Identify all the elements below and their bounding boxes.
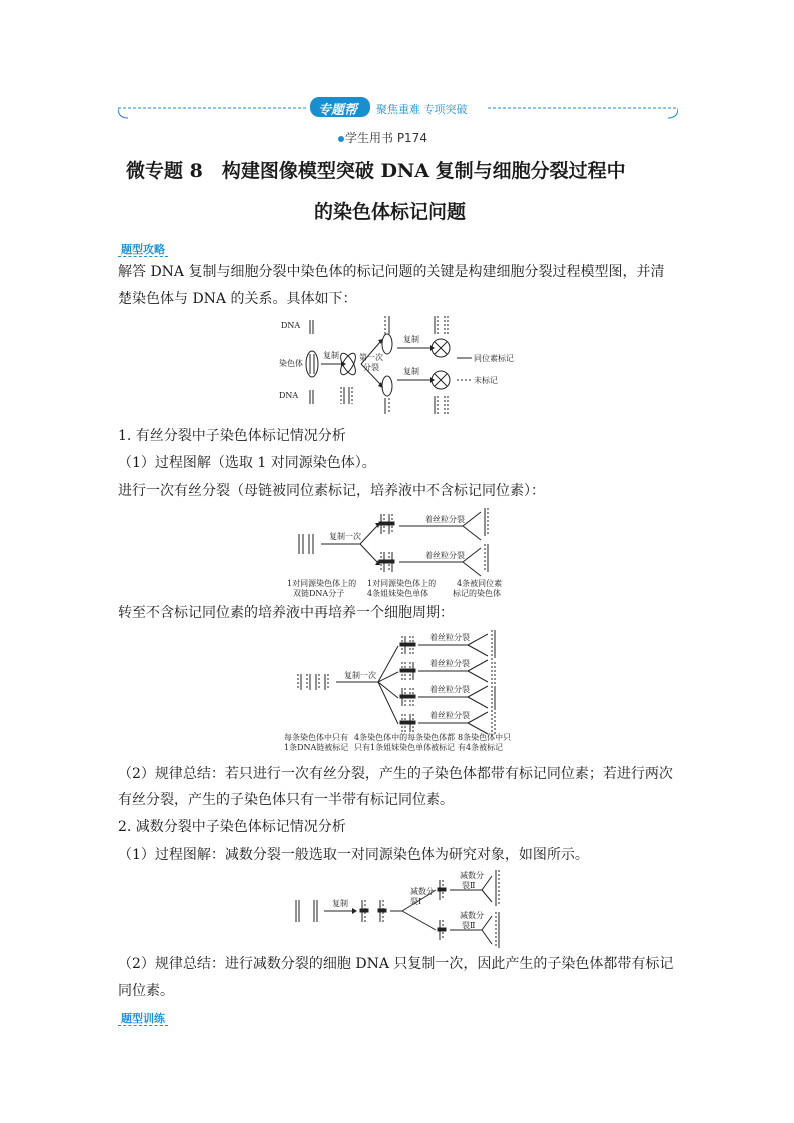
fig3-split-2: 着丝粒分裂: [430, 659, 470, 668]
mitosis-p2: 进行一次有丝分裂（母链被同位素标记，培养液中不含标记同位素）：: [118, 483, 545, 499]
fig3-split-3: 着丝粒分裂: [430, 685, 470, 694]
header-banner: [118, 94, 678, 124]
fig2-cap2-l2: 4条姐妹染色单体: [367, 589, 429, 598]
fig3-cap1-l2: 1条DNA链被标记: [284, 743, 349, 752]
fig4-mei2a-l1: 减数分: [460, 871, 484, 880]
fig3-split-4: 着丝粒分裂: [430, 711, 470, 720]
figure-one-mitosis: [285, 506, 525, 602]
figure-chromosome-dna-model: [275, 312, 535, 418]
fig2-split-top: 着丝粒分裂: [425, 515, 465, 524]
fig3-cap2-l2: 只有1条姐妹染色单体被标记: [354, 743, 456, 752]
intro-line1: 解答 DNA 复制与细胞分裂中染色体的标记问题的关键是构建细胞分裂过程模型图，并清: [118, 264, 665, 280]
fig2-cap1-l2: 双链DNA分子: [293, 589, 345, 598]
fig2-cap3-l2: 标记的染色体: [453, 589, 501, 598]
fig1-replicate2: 复制: [403, 335, 419, 344]
fig2-cap3-l1: 4条被同位素: [457, 579, 503, 588]
mitosis-heading: 1. 有丝分裂中子染色体标记情况分析: [118, 428, 346, 444]
ref-text: 学生用书 P174: [345, 131, 427, 145]
mitosis-p3: 转至不含标记同位素的培养液中再培养一个细胞周期：: [118, 605, 454, 621]
ref-dot-icon: [338, 136, 344, 142]
section-tag-training-label: 题型训练: [118, 1012, 168, 1026]
fig4-mei1-l1: 减数分: [410, 887, 434, 896]
page-title-line2: 的染色体标记问题: [314, 201, 467, 223]
figure-meiosis: [290, 868, 510, 950]
section-tag-strategy: [118, 238, 168, 257]
mitosis-p1: （1）过程图解（选取 1 对同源染色体）。: [118, 455, 376, 471]
meiosis-summary-line1: （2）规律总结：进行减数分裂的细胞 DNA 只复制一次，因此产生的子染色体都带有标记: [118, 956, 674, 972]
page-title-line1: 微专题 8 构建图像模型突破 DNA 复制与细胞分裂过程中: [126, 160, 626, 182]
meiosis-summary-line2: 同位素。: [118, 983, 174, 999]
mitosis-summary-line1: （2）规律总结：若只进行一次有丝分裂，产生的子染色体都带有标记同位素；若进行两次: [118, 766, 673, 782]
section-tag-label: 题型攻略: [118, 243, 168, 257]
fig3-cap3-l1: 8条染色体中只: [458, 733, 512, 742]
fig3-replicate-once: 复制一次: [344, 671, 376, 680]
fig3-cap3-l2: 有4条被标记: [458, 743, 504, 752]
fig1-chromosome: 染色体: [279, 359, 303, 368]
fig1-dna-bottom: DNA: [279, 391, 299, 400]
figure-second-mitosis: [282, 628, 522, 754]
intro-line2: 楚染色体与 DNA 的关系。具体如下：: [118, 291, 357, 307]
meiosis-p1: （1）过程图解：减数分裂一般选取一对同源染色体为研究对象，如图所示。: [118, 847, 589, 863]
meiosis-heading: 2. 减数分裂中子染色体标记情况分析: [118, 819, 346, 835]
fig2-cap1-l1: 1对同源染色体上的: [287, 579, 357, 588]
fig2-replicate-once: 复制一次: [329, 532, 361, 541]
fig2-split-bottom: 着丝粒分裂: [425, 551, 465, 560]
fig1-legend-labeled: 同位素标记: [474, 354, 514, 363]
fig4-replicate: 复制: [332, 899, 348, 908]
fig4-mei2b-l1: 减数分: [460, 911, 484, 920]
fig1-first-div-2: 分裂: [363, 363, 379, 372]
fig2-cap2-l1: 1对同源染色体上的: [367, 579, 437, 588]
fig1-dna-top: DNA: [281, 321, 301, 330]
banner-badge: 专题帮: [318, 103, 358, 118]
fig1-legend-unlabeled: 未标记: [474, 376, 498, 385]
fig4-mei2b-l2: 裂Ⅱ: [462, 921, 476, 930]
fig3-split-1: 着丝粒分裂: [430, 633, 470, 642]
fig3-cap1-l1: 每条染色体中只有: [284, 733, 348, 742]
page-reference: [338, 129, 427, 146]
fig3-cap2-l1: 4条染色体中的每条染色体都: [354, 733, 456, 742]
section-tag-training: [118, 1007, 168, 1026]
fig1-replicate3: 复制: [403, 367, 419, 376]
fig1-replicate1: 复制: [323, 351, 339, 360]
mitosis-summary-line2: 有丝分裂，产生的子染色体只有一半带有标记同位素。: [118, 792, 454, 808]
fig4-mei1-l2: 裂Ⅰ: [410, 897, 422, 906]
fig4-mei2a-l2: 裂Ⅱ: [462, 881, 476, 890]
fig1-first-div-1: 第一次: [359, 353, 383, 362]
banner-subtitle: 聚焦重难 专项突破: [376, 103, 468, 116]
